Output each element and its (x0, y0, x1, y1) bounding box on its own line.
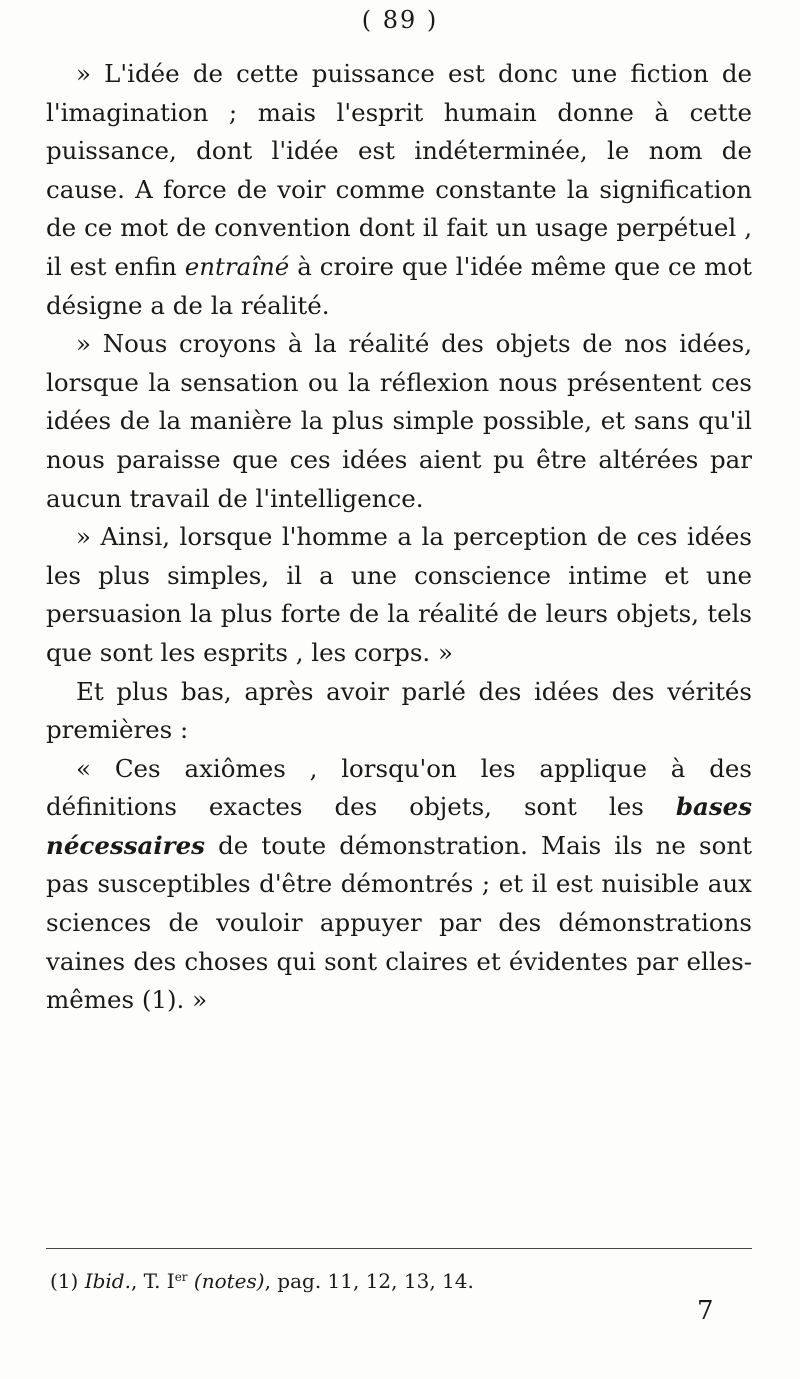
paragraph-5 (46, 750, 752, 1020)
footnote-pages: , pag. 11, 12, 13, 14. (264, 1269, 474, 1293)
paragraph-1-text: » L'idée de cette puissance est donc une fiction de l'imagination ; mais l'esprit humain donne à cette puissance, dont l'idée est indéterminée, le nom de cause. A force de voir comme constante la signification de ce mot de convention dont il fait un usage perpétuel , il est enfin (46, 59, 752, 281)
main-text (46, 55, 752, 1020)
page-number: ( 89 ) (361, 6, 439, 34)
paragraph-1-end: à croire que l'idée même que ce mot désigne a de la réalité. (46, 251, 752, 320)
footnote-tome: , T. I (130, 1269, 175, 1293)
paragraph-1 (46, 55, 752, 325)
paragraph-5-text: « Ces axiômes , lorsqu'on les applique à des définitions exactes des objets, sont les (46, 753, 752, 822)
footnote (50, 1263, 474, 1295)
footnote-marker: (1) (50, 1269, 79, 1293)
paragraph-3: » Ainsi, lorsque l'homme a la perception de ces idées les plus simples, il a une conscience intime et une persuasion la plus forte de la réalité de leurs objets, tels que sont les esprits , les corps. » (46, 522, 752, 667)
footnote-notes: (notes) (193, 1269, 265, 1293)
footnote-tome-sup: er (174, 1270, 188, 1284)
footnote-ibid: Ibid. (84, 1269, 131, 1293)
footnote-divider (46, 1248, 752, 1249)
paragraph-4: Et plus bas, après avoir parlé des idées des vérités premières : (46, 676, 752, 745)
signature-mark: 7 (697, 1296, 714, 1326)
italic-entraine: entraîné (184, 251, 290, 281)
paragraph-2: » Nous croyons à la réalité des objets de nos idées, lorsque la sensation ou la réflexion nous présentent ces idées de la manière la plus simple possible, et sans qu'il nous paraisse que ces idées aient pu être altérées par aucun travail de l'intelligence. (46, 329, 752, 513)
italic-bases-necessaires: bases nécessaires (46, 792, 752, 860)
paragraph-5-end: de toute démonstration. Mais ils ne sont pas susceptibles d'être démontrés ; et il est nuisible aux sciences de vouloir appuyer par des démonstrations vaines des choses qui sont claires et évidentes par elles-mêmes (1). » (46, 830, 752, 1015)
